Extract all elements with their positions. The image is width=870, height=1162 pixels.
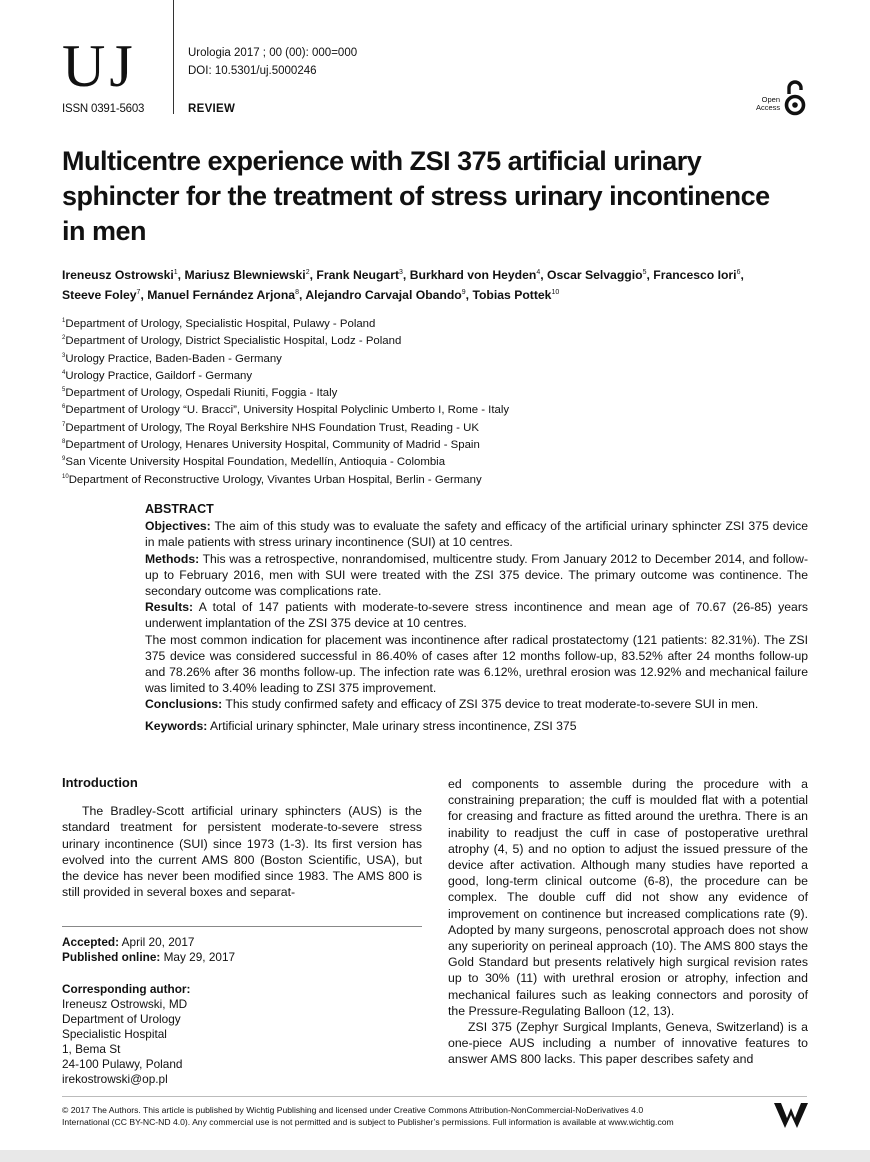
author-name: Burkhard von Heyden [409, 268, 537, 283]
published-date: Published online: May 29, 2017 [62, 950, 236, 964]
author-list: Ireneusz Ostrowski$^1$, Mariusz Blewniewski$^2$, Frank Neugart$^3$, Burkhard von Heyden$^4$, Oscar Selvaggio$^5$, Francesco Iori$^6$, Steeve Foley$^7$, Manuel Fernández Arjona$^8$, Alejandro Carvajal Obando$^9$, Tobias Pottek$^{10}$ [62, 268, 744, 303]
page-bottom-band [0, 1150, 870, 1162]
license-line-2: International (CC BY-NC-ND 4.0). Any commercial use is not permitted and is subject to Publisher’s permissions. Full information is available at www.wichtig.com [62, 1117, 674, 1127]
info-divider [62, 926, 422, 927]
author-name: Frank Neugart [316, 268, 400, 283]
author-affiliation-number: 2 [305, 269, 310, 276]
affiliation-item: $^9$San Vicente University Hospital Foundation, Medellín, Antioquia - Colombia [62, 456, 446, 469]
affiliation-item: $^5$Department of Urology, Ospedali Riuniti, Foggia - Italy [62, 386, 338, 399]
abstract-conclusions: Conclusions: This study confirmed safety and efficacy of ZSI 375 device to treat moderate-to-severe SUI in men. [145, 697, 759, 712]
corresponding-author-address [62, 997, 422, 1087]
author-affiliation-number: 1 [173, 269, 178, 276]
footer-divider [62, 1096, 807, 1097]
author-name: Manuel Fernández Arjona [147, 288, 296, 303]
author-affiliation-number: 5 [642, 269, 647, 276]
accepted-date: Accepted: April 20, 2017 [62, 935, 195, 949]
citation: Urologia 2017 ; 00 (00): 000=000 [188, 47, 358, 59]
author-affiliation-number: 10 [551, 289, 560, 297]
author-name: Steeve Foley [62, 288, 137, 303]
right-column [448, 776, 808, 1068]
article-type: REVIEW [188, 103, 236, 115]
doi[interactable]: DOI: 10.5301/uj.5000246 [188, 65, 317, 77]
intro-paragraph-3: ZSI 375 (Zephyr Surgical Implants, Geneva, Switzerland) is a one-piece AUS including a number of innovative features to answer AMS 800 lacks. This paper describes safety and [448, 1020, 808, 1067]
affiliation-list [62, 314, 782, 487]
corresponding-author-line: 24-100 Pulawy, Poland [62, 1057, 183, 1071]
issn: ISSN 0391-5603 [62, 103, 145, 115]
author-name: Oscar Selvaggio [547, 268, 643, 283]
author-affiliation-number: 3 [399, 269, 403, 276]
article-info [62, 935, 422, 1087]
abstract-objectives: Objectives: The aim of this study was to evaluate the safety and efficacy of the artificial urinary sphincter ZSI 375 device in male patients with stress urinary incontinence (SUI) at 10 centres. [145, 519, 808, 550]
keywords: Keywords: Artificial urinary sphincter, Male urinary stress incontinence, ZSI 375 [145, 718, 577, 733]
affiliation-item: $^8$Department of Urology, Henares University Hospital, Community of Madrid - Spain [62, 438, 480, 451]
affiliation-item: $^{10}$Department of Reconstructive Urology, Vivantes Urban Hospital, Berlin - Germany [62, 473, 482, 486]
affiliation-item: $^6$Department of Urology “U. Bracci”, University Hospital Polyclinic Umberto I, Rome - Italy [62, 404, 510, 417]
author-affiliation-number: 6 [736, 269, 741, 276]
section-heading-introduction: Introduction [62, 775, 138, 790]
open-access-icon [782, 78, 808, 118]
open-access-badge [756, 78, 810, 118]
affiliation-item: $^4$Urology Practice, Gaildorf - Germany [62, 369, 253, 382]
license-line-1: © 2017 The Authors. This article is published by Wichtig Publishing and licensed under Creative Commons Attribution-NonCommercial-NoDerivatives 4.0 [62, 1105, 644, 1115]
corresponding-author-line: Department of Urology [62, 1012, 181, 1026]
affiliation-item: $^3$Urology Practice, Baden-Baden - Germany [62, 352, 282, 365]
author-affiliation-number: 7 [136, 289, 141, 297]
author-affiliation-number: 4 [536, 269, 541, 276]
article-title: Multicentre experience with ZSI 375 artificial urinary sphincter for the treatment of stress urinary incontinence in men [62, 146, 770, 246]
affiliation-item: $^2$Department of Urology, District Specialistic Hospital, Lodz - Poland [62, 335, 402, 348]
intro-paragraph-2: ed components to assemble during the procedure with a constraining preparation; the cuff is moulded flat with a potential for creasing and fracture as fitted around the urethra. There is an inability to readjust the cuff in case of postoperative urethral atrophy (4, 5) and no option to adjust the issued pressure of the device after activation. Although many studies have reported a good, long-term clinical outcome (6-8), the procedure can be complex. The double cuff did not show any evidence of improvement on continence but increased complications rate (9). Adopted by many surgeons, penoscrotal approach does not show any superiority on perineal approach (10). The AMS 800 stays the Gold Standard but presents relatively high surgical revision rates up to 30% (11) with urethral erosion or atrophy, infection and mechanical failures such as leaking connectors and porosity of the Pressure-Regulating Balloon (12, 13). [448, 777, 808, 1018]
publisher-logo-icon [773, 1100, 809, 1130]
abstract-methods: Methods: This was a retrospective, nonrandomised, multicentre study. From January 2012 to December 2014, and follow-up to February 2016, men with SUI were treated with the ZSI 375 device. The primary outcome was continence. The secondary outcome was complications rate. [145, 551, 808, 599]
open-access-label-2: Access [756, 103, 781, 112]
author-name: Francesco Iori [653, 268, 737, 283]
corresponding-author-line[interactable]: irekostrowski@op.pl [62, 1072, 168, 1086]
author-affiliation-number: 8 [295, 289, 299, 297]
author-name: Tobias Pottek [472, 288, 552, 303]
corresponding-author-line: 1, Bema St [62, 1042, 121, 1056]
affiliation-item: $^7$Department of Urology, The Royal Berkshire NHS Foundation Trust, Reading - UK [62, 421, 479, 434]
left-column [62, 775, 422, 900]
abstract-heading: ABSTRACT [145, 502, 214, 516]
author-affiliation-number: 9 [461, 289, 466, 297]
corresponding-author-line: Specialistic Hospital [62, 1027, 167, 1041]
header-divider [173, 0, 174, 114]
author-name: Alejandro Carvajal Obando [305, 288, 462, 303]
journal-logo: UJ [62, 33, 137, 99]
abstract-results-2: The most common indication for placement was incontinence after radical prostatectomy (121 patients: 82.31%). The ZSI 375 device was considered successful in 86.40% of cases after 12 months follow-up, 83.52% after 24 months follow-up and 78.26% after 36 months follow-up. The infection rate was 6.12%, urethral erosion was 12.92% and mechanical failure was limited to 3.40% leading to ZSI 375 improvement. [145, 632, 808, 696]
author-name: Mariusz Blewniewski [184, 268, 306, 283]
license-footer [62, 1104, 762, 1128]
corresponding-author-line: Ireneusz Ostrowski, MD [62, 997, 188, 1011]
abstract-results: Results: A total of 147 patients with moderate-to-severe stress incontinence and mean age of 70.67 (26-85) years underwent implantation of the ZSI 375 device at 10 centres. [145, 600, 808, 631]
intro-paragraph-1: The Bradley-Scott artificial urinary sphincters (AUS) is the standard treatment for persistent moderate-to-severe stress urinary incontinence (SUI) since 1973 (1-3). Its first version has evolved into the current AMS 800 (Boston Scientific, USA), but the device has never been modified since 1983. The AMS 800 is still provided in several boxes and separat- [62, 804, 422, 900]
affiliation-item: $^1$Department of Urology, Specialistic Hospital, Pulawy - Poland [62, 317, 376, 330]
author-name: Ireneusz Ostrowski [62, 268, 174, 283]
abstract [145, 501, 808, 734]
open-access-label-1: Open [761, 95, 780, 104]
corresponding-author-heading: Corresponding author: [62, 982, 191, 996]
